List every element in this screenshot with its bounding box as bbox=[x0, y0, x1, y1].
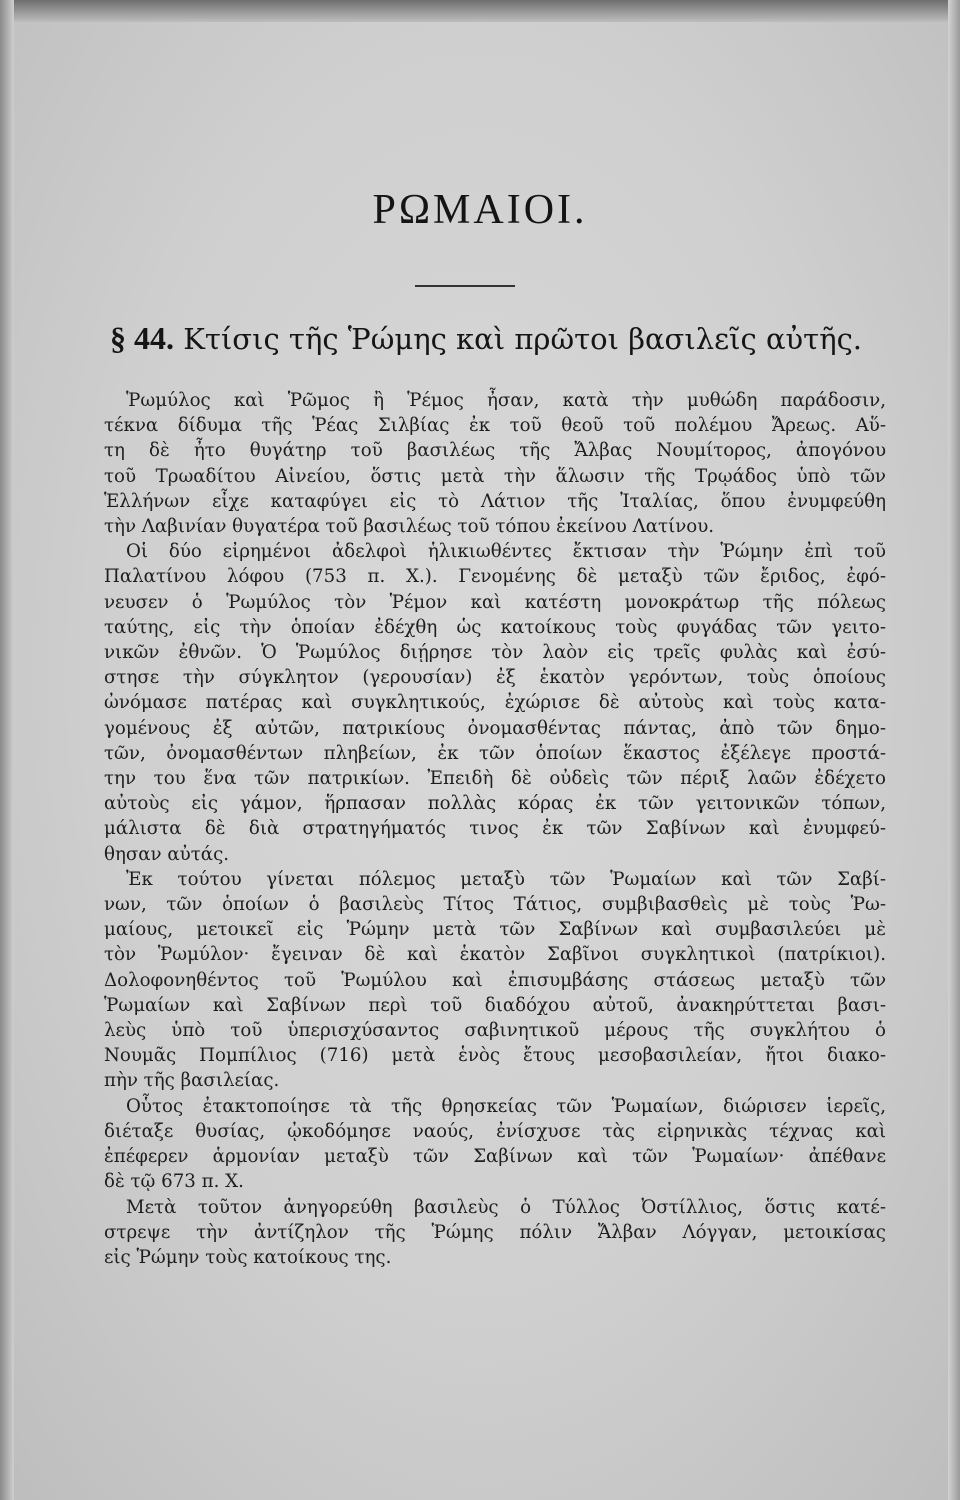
text-line: Οὗτος ἐτακτοποίησε τὰ τῆς θρησκείας τῶν Ῥωμαίων, διώρισεν ἱερεῖς, bbox=[126, 1095, 886, 1117]
text-line: πὴν τῆς βασιλείας. bbox=[104, 1070, 280, 1092]
text-line: τοῦ Τρωαδίτου Αἰνείου, ὅστις μετὰ τὴν ἅλωσιν τῆς Τρῳάδος ὑπὸ τῶν bbox=[104, 465, 886, 487]
paragraph bbox=[104, 388, 886, 539]
text-line: Ῥωμύλος καὶ Ῥῶμος ἢ Ῥέμος ἦσαν, κατὰ τὴν μυθώδη παράδοσιν, bbox=[126, 390, 886, 411]
text-line: ὠνόμασε πατέρας καὶ συγκλητικούς, ἐχώρισε δὲ αὐτοὺς καὶ τοὺς κατα- bbox=[104, 692, 886, 714]
text-line: Ἑλλήνων εἶχε καταφύγει εἰς τὸ Λάτιον τῆς Ἰταλίας, ὅπου ἐνυμφεύθη bbox=[104, 490, 886, 512]
section-title: Κτίσις τῆς Ῥώμης καὶ πρῶτοι βασιλεῖς αὐτῆς. bbox=[183, 322, 863, 356]
text-line: Δολοφονηθέντος τοῦ Ῥωμύλου καὶ ἐπισυμβάσης στάσεως μεταξὺ τῶν bbox=[104, 969, 886, 991]
text-line: Μετὰ τοῦτον ἀνηγορεύθη βασιλεὺς ὁ Τύλλος Ὀστίλλιος, ὅστις κατέ- bbox=[126, 1196, 886, 1218]
text-line: αὐτοὺς εἰς γάμον, ἥρπασαν πολλὰς κόρας ἐκ τῶν γειτονικῶν τόπων, bbox=[104, 793, 886, 815]
text-line: νων, τῶν ὁποίων ὁ βασιλεὺς Τίτος Τάτιος, συμβιβασθεὶς μὲ τοὺς Ῥω- bbox=[104, 894, 886, 916]
text-line: νικῶν ἐθνῶν. Ὁ Ῥωμύλος διῄρησε τὸν λαὸν εἰς τρεῖς φυλὰς καὶ ἐσύ- bbox=[104, 642, 886, 664]
text-line: στησε τὴν σύγκλητον (γερουσίαν) ἐξ ἑκατὸν γερόντων, τοὺς ὁποίους bbox=[104, 667, 886, 689]
section-number: § 44. bbox=[110, 320, 174, 356]
text-line: γομένους ἐξ αὐτῶν, πατρικίους ὀνομασθέντας πάντας, ἀπὸ τῶν δημο- bbox=[104, 717, 886, 739]
text-line: τέκνα δίδυμα τῆς Ῥέας Σιλβίας ἐκ τοῦ θεοῦ τοῦ πολέμου Ἄρεως. Αὕ- bbox=[104, 415, 886, 437]
paragraph bbox=[104, 1094, 886, 1195]
text-line: στρεψε τὴν ἀντίζηλον τῆς Ῥώμης πόλιν Ἄλβαν Λόγγαν, μετοικίσας bbox=[104, 1221, 886, 1243]
text-line: δὲ τῷ 673 π. Χ. bbox=[104, 1171, 244, 1193]
text-line: θησαν αὐτάς. bbox=[104, 843, 230, 865]
section-heading bbox=[110, 320, 870, 357]
page-top-edge bbox=[0, 0, 960, 22]
title-rule bbox=[415, 285, 515, 287]
page-title: ΡΩΜΑΙΟΙ. bbox=[372, 187, 588, 233]
text-line: εἰς Ῥώμην τοὺς κατοίκους της. bbox=[104, 1246, 392, 1268]
text-line: Ῥωμαίων καὶ Σαβίνων περὶ τοῦ διαδόχου αὐτοῦ, ἀνακηρύττεται βασι- bbox=[104, 994, 886, 1016]
text-line: μαίους, μετοικεῖ εἰς Ῥώμην μετὰ τῶν Σαβίνων καὶ συμβασιλεύει μὲ bbox=[104, 919, 886, 941]
text-line: διέταξε θυσίας, ᾠκοδόμησε ναούς, ἐνίσχυσε τὰς εἰρηνικὰς τέχνας καὶ bbox=[104, 1120, 886, 1142]
text-line: Παλατίνου λόφου (753 π. Χ.). Γενομένης δὲ μεταξὺ τῶν ἔριδος, ἐφό- bbox=[104, 566, 886, 588]
body-text bbox=[104, 388, 886, 1270]
text-line: ἐπέφερεν ἁρμονίαν μεταξὺ τῶν Σαβίνων καὶ τῶν Ῥωμαίων· ἀπέθανε bbox=[104, 1146, 886, 1168]
text-line: την του ἕνα τῶν πατρικίων. Ἐπειδὴ δὲ οὐδεὶς τῶν πέριξ λαῶν ἐδέχετο bbox=[104, 768, 886, 790]
text-line: τὴν Λαβινίαν θυγατέρα τοῦ βασιλέως τοῦ τόπου ἐκείνου Λατίνου. bbox=[104, 516, 715, 538]
text-line: λεὺς ὑπὸ τοῦ ὑπερισχύσαντος σαβινητικοῦ μέρους τῆς συγκλήτου ὁ bbox=[104, 1020, 886, 1042]
text-line: τὸν Ῥωμύλον· ἔγειναν δὲ καὶ ἑκατὸν Σαβῖνοι συγκλητικοὶ (πατρίκιοι). bbox=[104, 944, 886, 966]
text-line: Νουμᾶς Πομπίλιος (716) μετὰ ἑνὸς ἔτους μεσοβασιλείαν, ἤτοι διακο- bbox=[104, 1045, 886, 1067]
text-line: Οἱ δύο εἰρημένοι ἀδελφοὶ ἡλικιωθέντες ἔκτισαν τὴν Ῥώμην ἐπὶ τοῦ bbox=[126, 541, 886, 563]
text-line: Ἐκ τούτου γίνεται πόλεμος μεταξὺ τῶν Ῥωμαίων καὶ τῶν Σαβί- bbox=[126, 868, 886, 890]
text-line: μάλιστα δὲ διὰ στρατηγήματός τινος ἐκ τῶν Σαβίνων καὶ ἐνυμφεύ- bbox=[104, 818, 886, 840]
paragraph bbox=[104, 1195, 886, 1271]
text-line: τῶν, ὀνομασθέντων πληβείων, ἐκ τῶν ὁποίων ἕκαστος ἐξέλεγε προστά- bbox=[104, 742, 886, 764]
paragraph bbox=[104, 867, 886, 1094]
text-line: τη δὲ ἦτο θυγάτηρ τοῦ βασιλέως τῆς Ἄλβας Νουμίτορος, ἀπογόνου bbox=[104, 440, 886, 462]
text-line: ταύτης, εἰς τὴν ὁποίαν ἐδέχθη ὡς κατοίκους τοὺς φυγάδας τῶν γειτο- bbox=[104, 616, 886, 638]
paragraph bbox=[104, 539, 886, 867]
text-line: νευσεν ὁ Ῥωμύλος τὸν Ῥέμον καὶ κατέστη μονοκράτωρ τῆς πόλεως bbox=[104, 591, 886, 613]
